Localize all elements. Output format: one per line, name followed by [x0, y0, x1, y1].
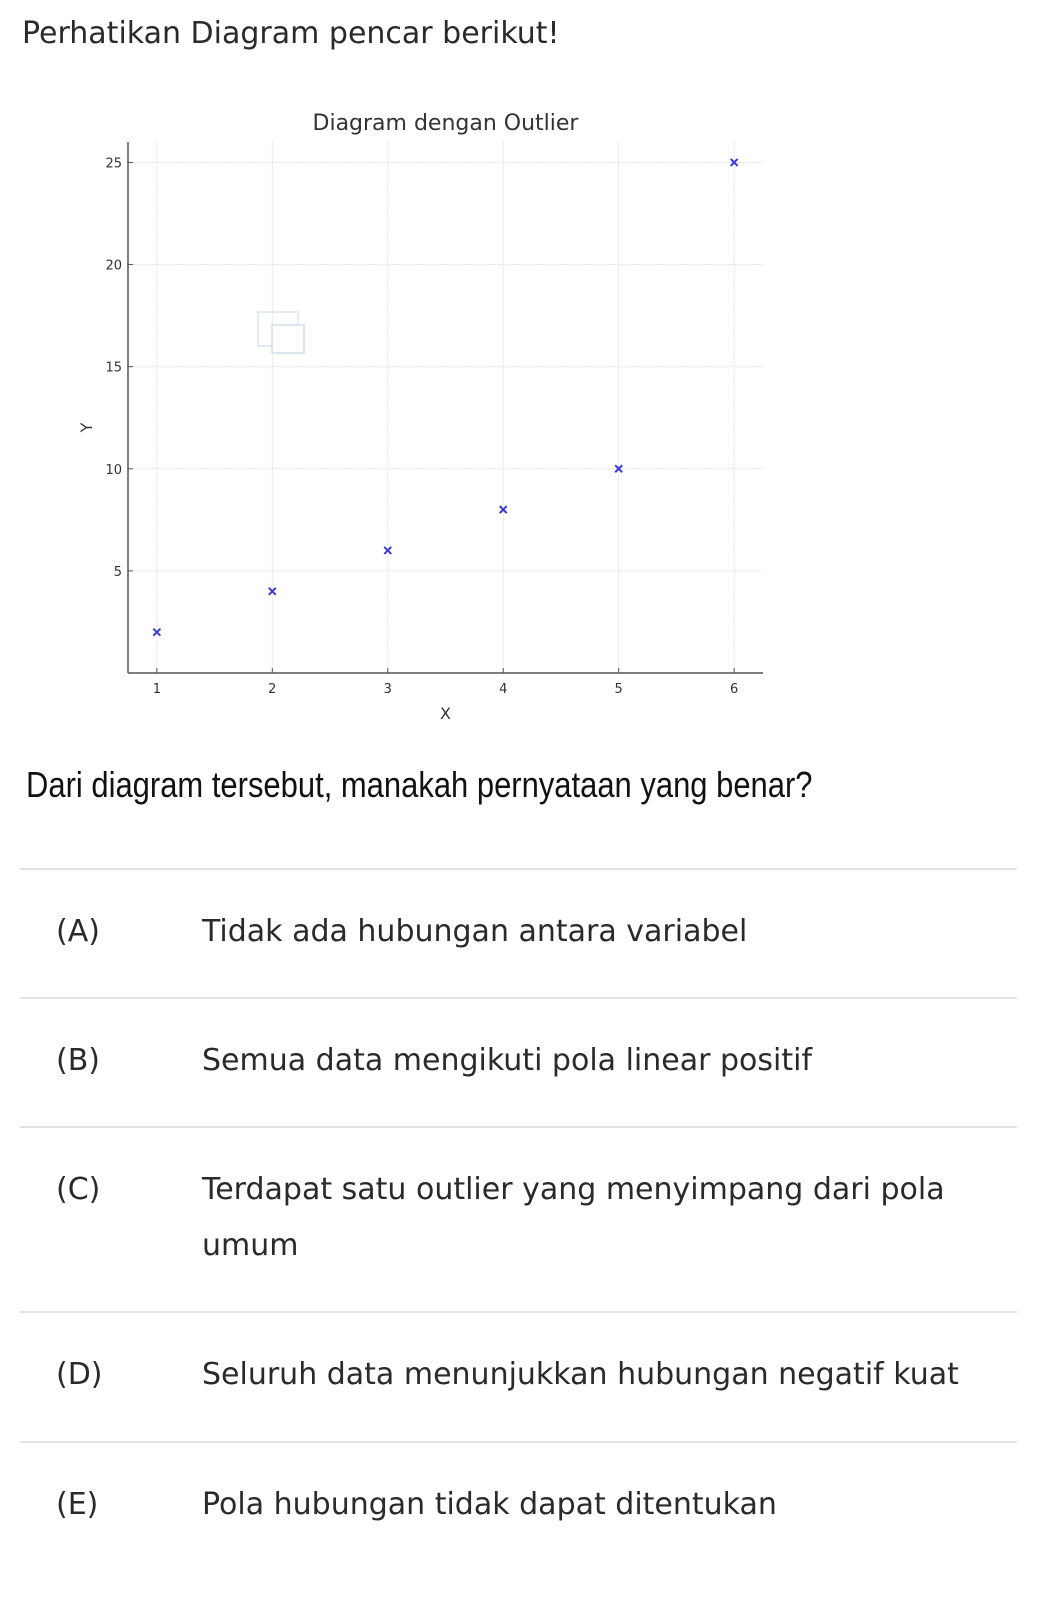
option-letter: (D) — [56, 1357, 103, 1392]
option-b[interactable] — [20, 999, 1017, 1128]
option-letter: (A) — [56, 914, 100, 949]
option-letter: (B) — [56, 1043, 100, 1078]
y-tick-label: 15 — [105, 360, 122, 376]
option-text: Semua data mengikuti pola linear positif — [202, 1043, 813, 1078]
y-axis-label: Y — [77, 422, 96, 433]
option-e[interactable] — [20, 1443, 1017, 1572]
y-tick-label: 5 — [113, 564, 122, 580]
option-letter: (C) — [56, 1172, 101, 1207]
option-letter: (E) — [56, 1487, 99, 1522]
x-axis-label: X — [440, 704, 451, 723]
scatter-chart — [0, 100, 800, 740]
option-text: Terdapat satu outlier yang menyimpang dari pola umum — [202, 1172, 945, 1263]
tick-labels — [105, 156, 738, 697]
x-tick-label: 3 — [383, 682, 392, 697]
option-text: Tidak ada hubungan antara variabel — [202, 914, 748, 949]
option-text: Seluruh data menunjukkan hubungan negatif kuat — [202, 1357, 959, 1392]
x-tick-label: 6 — [729, 682, 739, 697]
x-tick-label: 4 — [499, 682, 508, 697]
question-text: Dari diagram tersebut, manakah pernyataan yang benar? — [26, 764, 813, 805]
y-tick-label: 25 — [105, 156, 122, 172]
option-a[interactable] — [20, 870, 1017, 999]
chart-title: Diagram dengan Outlier — [312, 111, 579, 136]
x-tick-label: 1 — [152, 682, 162, 697]
overlay-box — [272, 325, 304, 353]
y-tick-label: 10 — [105, 462, 122, 478]
axes — [128, 142, 763, 673]
intro-text: Perhatikan Diagram pencar berikut! — [22, 16, 560, 51]
answer-options — [20, 868, 1017, 1572]
grid-lines — [128, 142, 763, 673]
x-tick-label: 5 — [614, 682, 623, 697]
option-d[interactable] — [20, 1313, 1017, 1443]
option-c[interactable] — [20, 1128, 1017, 1313]
x-tick-label: 2 — [268, 682, 277, 697]
chart-canvas — [0, 100, 800, 740]
option-text: Pola hubungan tidak dapat ditentukan — [202, 1487, 777, 1522]
y-tick-label: 20 — [105, 258, 122, 274]
data-points — [153, 159, 737, 636]
